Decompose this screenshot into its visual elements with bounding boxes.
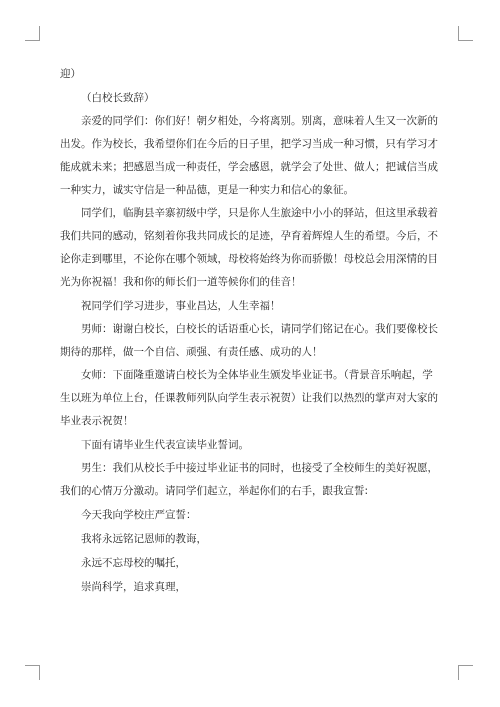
paragraph-continuation: 迎）: [60, 68, 81, 80]
paragraph-principal-address: 亲爱的同学们：你们好！朝夕相处，今将离别。别离，意味着人生又一次新的出发。作为校长，我希望你们在今后的日子里，把学习当成一种习惯，只有学习才能成就未来；把感恩当成一种责任，学会感恩，就学会了处世、做人；把诚信当成一种实力，诚实守信是一种品德，更是一种实力和信心的象征。: [60, 115, 438, 196]
paragraph-male-host: 男师：谢谢白校长，白校长的话语重心长，请同学们铭记在心。我们要像校长期待的那样，做一个自信、顽强、有责任感、成功的人！: [60, 323, 438, 358]
paragraph-oath-line-4: 崇尚科学，追求真理，: [81, 581, 186, 593]
paragraph-oath-invite: 下面有请毕业生代表宣读毕业誓词。: [81, 439, 249, 451]
paragraph-student-representative: 男生：我们从校长手中接过毕业证书的同时，也接受了全校师生的美好祝愿，我们的心情万分激动。请同学们起立，举起你们的右手，跟我宣誓:: [60, 462, 438, 497]
paragraph-female-host: 女师：下面隆重邀请白校长为全体毕业生颁发毕业证书。（背景音乐响起，学生以班为单位上台，任课教师列队向学生表示祝贺）让我们以热烈的掌声对大家的毕业表示祝贺！: [60, 369, 438, 427]
paragraph-oath-line-1: 今天我向学校庄严宣誓：: [81, 509, 197, 521]
corner-mark-top-right: [458, 26, 473, 41]
corner-mark-top-left: [25, 26, 40, 41]
corner-mark-bottom-left: [25, 665, 40, 680]
corner-mark-bottom-right: [458, 665, 473, 680]
paragraph-speech-heading: （白校长致辞）: [81, 92, 155, 104]
paragraph-oath-line-2: 我将永远铭记恩师的教诲，: [81, 533, 207, 545]
paragraph-blessing: 祝同学们学习进步，事业昌达，人生幸福！: [81, 300, 281, 312]
document-body: [60, 62, 441, 599]
paragraph-school-message: 同学们，临朐县辛寨初级中学，只是你人生旅途中小小的驿站，但这里承载着我们共同的感动，铭刻着你我共同成长的足迹，孕育着辉煌人生的希望。今后，不论你走到哪里，不论你在哪个领域，母校将始终为你而骄傲！母校总会用深情的目光为你祝福！我和你的师长们一道等候你们的佳音！: [60, 207, 438, 288]
paragraph-oath-line-3: 永远不忘母校的嘱托，: [81, 557, 186, 569]
